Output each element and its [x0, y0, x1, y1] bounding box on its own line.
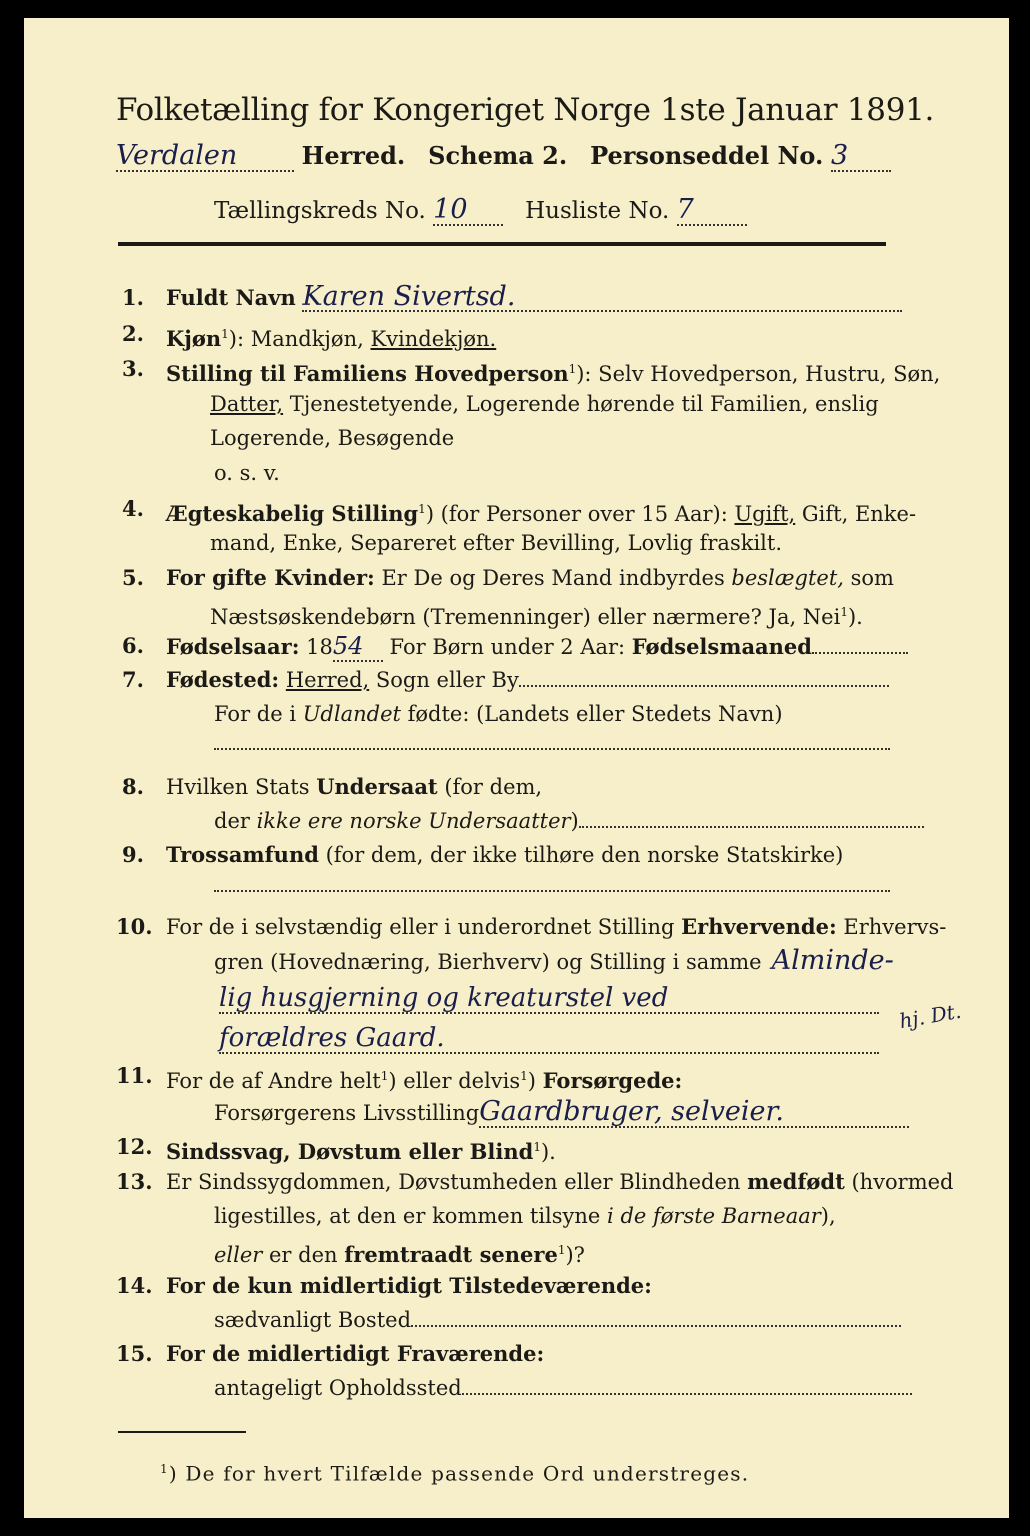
q5-line2: Næstsøskendebørn (Tremenninger) eller nærmere? Ja, Nei$^1$). [210, 605, 863, 629]
q11-text1c: ) [527, 1069, 543, 1093]
q11-footnote-mark-2: 1 [520, 1069, 528, 1083]
q12-text: ). [540, 1140, 556, 1164]
q15-text: antageligt Opholdssted [214, 1376, 462, 1400]
q2-label: Kjøn [166, 326, 222, 351]
herred-value: Verdalen [116, 142, 294, 172]
q8-line1 [166, 773, 542, 801]
footnote-text: ) De for hvert Tilfælde passende Ord understreges. [168, 1461, 750, 1486]
q2-line [166, 320, 496, 353]
q3-text2a: Datter, [210, 392, 284, 416]
q3-line1 [166, 355, 940, 388]
q14-dots [411, 1324, 901, 1327]
q11-text1b: ) eller delvis [388, 1069, 521, 1093]
q3-line3: Logerende, Besøgende [210, 426, 455, 450]
q15-dots [462, 1392, 912, 1395]
q7-text1b: Sogn eller By [369, 668, 519, 692]
q14-text: sædvanligt Bosted [214, 1308, 412, 1332]
q4-text1c: Gift, Enke- [795, 502, 917, 526]
q11-line1 [166, 1062, 682, 1095]
q11-footnote-mark-1: 1 [380, 1069, 389, 1083]
q1-value: Karen Sivertsd. [302, 284, 902, 312]
q4-text1b: Ugift, [734, 502, 796, 526]
q2-text-b: Kvindekjøn. [370, 327, 497, 351]
census-form [24, 18, 1009, 1518]
q8-number: 8. [122, 774, 144, 799]
q3-footnote-mark: 1 [568, 362, 577, 376]
q3-line2 [210, 390, 879, 418]
q9-text: (for dem, der ikke tilhøre den norske Statskirke) [318, 843, 844, 867]
footnote-rule [118, 1431, 246, 1433]
q13-line2 [214, 1202, 836, 1230]
q8-text2b: ikke ere norske Undersaatter [256, 809, 571, 833]
q5-label: For gifte Kvinder: [166, 565, 375, 590]
q13-text3a: eller [214, 1243, 263, 1267]
q7-dots [519, 684, 889, 687]
q8-line2 [214, 807, 924, 835]
q3-number: 3. [122, 356, 144, 381]
q10-value-side: hj. Dt. [897, 998, 963, 1034]
kreds-line [214, 196, 747, 226]
q4-label: Ægteskabelig Stilling [166, 501, 419, 526]
q3-text1: ): Selv Hovedperson, Hustru, Søn, [576, 362, 941, 386]
q15-line2 [214, 1374, 912, 1402]
q5-text1a: Er De og Deres Mand indbyrdes [374, 566, 732, 590]
q8-label: Undersaat [316, 774, 438, 799]
q8-dots [579, 825, 924, 828]
form-title: Folketælling for Kongeriget Norge 1ste Januar 1891. [116, 92, 935, 128]
footnote [160, 1455, 749, 1488]
q2-footnote-mark: 1 [221, 327, 229, 341]
q13-text2c: ), [820, 1204, 836, 1228]
q10-value3: forældres Gaard. [219, 1024, 879, 1054]
q11-label: Forsørgede: [542, 1068, 683, 1093]
q6-label2: Fødselsmaaned [631, 634, 812, 659]
q15-label: For de midlertidigt Fraværende: [166, 1341, 545, 1366]
q12-number: 12. [116, 1134, 153, 1159]
q4-text1a: ) (for Personer over 15 Aar): [425, 502, 735, 526]
q4-line2: mand, Enke, Separeret efter Bevilling, Lovlig fraskilt. [210, 531, 783, 555]
q13-text3c: fremtraadt senere [344, 1242, 558, 1267]
q7-line2 [214, 700, 783, 728]
q13-label: medfødt [747, 1169, 845, 1194]
q9-label: Trossamfund [166, 842, 319, 867]
q15-number: 15. [116, 1341, 153, 1366]
q8-text1a: Hvilken Stats [166, 775, 317, 799]
q13-footnote-mark: 1 [557, 1243, 566, 1257]
q10-text1b: Erhvervs- [836, 915, 947, 939]
header-rule [118, 242, 886, 246]
q5-line1 [166, 564, 894, 592]
q14-number: 14. [116, 1273, 153, 1298]
registration-mark-center [500, 1514, 540, 1518]
q10-line2 [214, 947, 894, 976]
q7-label: Fødested: [166, 667, 280, 692]
q13-text1b: (hvormed [844, 1170, 954, 1194]
q5-number: 5. [122, 565, 144, 590]
q10-number: 10. [116, 914, 153, 939]
q6-text: For Børn under 2 Aar: [382, 635, 632, 659]
husliste-label: Husliste No. [525, 198, 670, 224]
q5-text2: Næstsøskendebørn (Tremenninger) eller nærmere? Ja, Nei [210, 605, 841, 629]
q12-label: Sindssvag, Døvstum eller Blind [166, 1139, 534, 1164]
q3-label: Stilling til Familiens Hovedperson [166, 361, 569, 386]
q11-line2 [214, 1098, 909, 1128]
personseddel-label: Personseddel No. [590, 141, 824, 170]
q11-number: 11. [116, 1063, 153, 1088]
q13-text1a: Er Sindssygdommen, Døvstumheden eller Blindheden [166, 1170, 748, 1194]
q11-text2: Forsørgerens Livsstilling [214, 1101, 480, 1125]
q5-text1c: som [843, 566, 894, 590]
q13-line3 [214, 1236, 585, 1269]
q7-text2b: Udlandet [302, 702, 401, 726]
q11-value: Gaardbruger, selveier. [479, 1098, 909, 1128]
q13-number: 13. [116, 1169, 153, 1194]
q6-line [166, 632, 908, 662]
q4-line1 [166, 495, 916, 528]
schema-label: Schema 2. [428, 141, 568, 170]
q3-line4: o. s. v. [214, 461, 280, 485]
q12-line [166, 1133, 556, 1166]
q13-line1 [166, 1168, 954, 1196]
q10-value2: lig husgjerning og kreaturstel ved [219, 984, 879, 1014]
q11-text1a: For de af Andre helt [166, 1069, 381, 1093]
q1-label: Fuldt Navn [166, 285, 296, 310]
q4-number: 4. [122, 496, 144, 521]
q6-prefix: 18 [299, 635, 333, 659]
q8-text2c: ) [570, 809, 579, 833]
q4-footnote-mark: 1 [418, 502, 426, 516]
q2-number: 2. [122, 321, 144, 346]
q8-text1b: (for dem, [437, 775, 543, 799]
q7-line1 [166, 666, 889, 694]
q6-dots [812, 651, 908, 654]
q8-text2a: der [214, 809, 257, 833]
q5-footnote-mark: 1 [840, 605, 848, 619]
q13-text3b: er den [262, 1243, 345, 1267]
q7-blank-line [214, 748, 890, 750]
footnote-mark: 1 [160, 1462, 169, 1476]
q6-label: Fødselsaar: [166, 634, 300, 659]
q9-blank-line [214, 890, 890, 892]
q7-number: 7. [122, 667, 144, 692]
q13-text3d: )? [565, 1243, 585, 1267]
q7-text1a: Herred, [285, 668, 370, 692]
q9-line [166, 841, 843, 869]
kreds-label: Tællingskreds No. [214, 198, 426, 224]
q10-value1: Alminde- [771, 945, 894, 976]
q9-number: 9. [122, 842, 144, 867]
herred-label: Herred. [301, 141, 406, 170]
personseddel-value: 3 [831, 142, 891, 172]
herred-line [116, 142, 891, 172]
q10-line1 [166, 913, 946, 941]
husliste-value: 7 [677, 196, 747, 226]
q10-text2: gren (Hovednæring, Bierhverv) og Stilling i samme [214, 950, 762, 974]
q1-line [166, 281, 902, 312]
q7-text2c: fødte: (Landets eller Stedets Navn) [400, 702, 783, 726]
q7-text2a: For de i [214, 702, 303, 726]
q2-text-a: ): Mandkjøn, [228, 327, 371, 351]
kreds-value: 10 [433, 196, 503, 226]
q6-value: 54 [333, 632, 383, 662]
q3-text2b: Tjenestetyende, Logerende hørende til Familien, enslig [283, 392, 879, 416]
q5-text1b: beslægtet, [731, 566, 844, 590]
q10-text1a: For de i selvstændig eller i underordnet Stilling [166, 915, 682, 939]
q12-footnote-mark: 1 [533, 1140, 541, 1154]
q10-label: Erhvervende: [681, 914, 837, 939]
q13-text2a: ligestilles, at den er kommen tilsyne [214, 1204, 608, 1228]
q14-line2 [214, 1306, 901, 1334]
q13-text2b: i de første Barneaar [607, 1204, 821, 1228]
q1-number: 1. [122, 285, 144, 310]
q14-label: For de kun midlertidigt Tilstedeværende: [166, 1273, 652, 1298]
q6-number: 6. [122, 633, 144, 658]
